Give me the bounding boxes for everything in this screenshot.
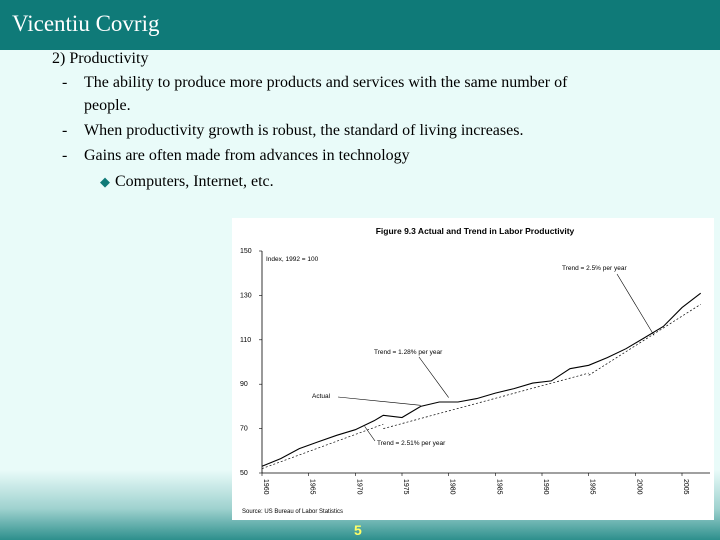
x-tick-label: 1975 [402, 479, 409, 495]
y-tick-label: 50 [240, 470, 248, 477]
x-tick-label: 1965 [308, 479, 316, 495]
productivity-chart [232, 218, 714, 520]
annotation-label: Trend = 2.51% per year [377, 440, 446, 447]
x-tick-label: 1995 [588, 479, 596, 495]
chart-title: Figure 9.3 Actual and Trend in Labor Productivity [375, 226, 575, 236]
series-layer [262, 293, 701, 468]
y-tick-label: 150 [240, 248, 252, 255]
x-tick-label: 1980 [448, 479, 456, 495]
chart-source: Source: US Bureau of Labor Statistics [242, 509, 344, 515]
annotation-leader-line [338, 397, 421, 405]
bullet-marker: - [62, 122, 68, 139]
slide-author: Vicentiu Covrig [12, 11, 160, 36]
annotation-label: Actual [312, 393, 331, 400]
x-tick-label: 1960 [262, 479, 269, 495]
series-line-trend [262, 424, 383, 468]
bullet-text: When productivity growth is robust, the standard of living increases. [84, 122, 524, 139]
diamond-bullet-icon: ◆ [100, 174, 110, 189]
series-line-actual [262, 293, 701, 466]
x-tick-label: 1985 [495, 479, 503, 495]
y-tick-label: 130 [240, 292, 252, 300]
y-tick-label: 70 [240, 425, 248, 433]
bullet-marker: - [62, 74, 68, 91]
sub-bullet-text: Computers, Internet, etc. [115, 173, 274, 190]
x-tick-label: 1970 [355, 479, 363, 495]
annotation-layer [312, 265, 654, 447]
title-bar [0, 0, 720, 50]
x-tick-label: 2000 [635, 479, 643, 495]
annotation-label: Trend = 2.5% per year [562, 265, 627, 272]
bullet-text: The ability to produce more products and services with the same number of [84, 74, 568, 91]
section-heading: 2) Productivity [52, 50, 149, 67]
bullet-text-continuation: people. [84, 97, 131, 114]
x-tick-label: 2005 [682, 479, 689, 495]
bullet-marker: - [62, 147, 68, 164]
chart-index-note: Index, 1992 = 100 [266, 256, 319, 263]
series-line-trend [383, 373, 588, 429]
x-tick-label: 1990 [542, 479, 549, 495]
y-tick-label: 90 [240, 381, 248, 389]
page-number: 5 [354, 522, 362, 538]
annotation-label: Trend = 1.28% per year [374, 349, 443, 356]
chart-panel [232, 218, 714, 520]
bullet-text: Gains are often made from advances in technology [84, 147, 410, 164]
annotation-leader-line [617, 274, 654, 335]
y-tick-label: 110 [240, 336, 252, 344]
series-line-trend [589, 304, 701, 375]
axes [240, 248, 710, 495]
annotation-leader-line [365, 426, 375, 441]
annotation-leader-line [419, 357, 449, 398]
